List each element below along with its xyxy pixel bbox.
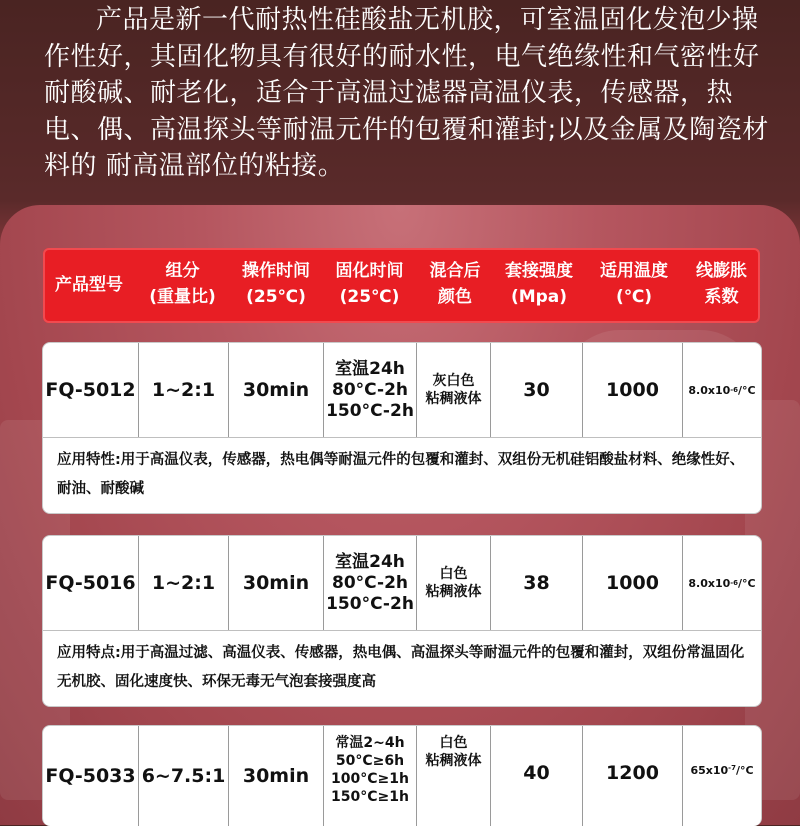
application-description: 应用特性:用于高温仪表，传感器，热电偶等耐温元件的包覆和灌封、双组份无机硅铝酸盐材料、绝缘性好、耐油、耐酸碱 <box>57 452 745 497</box>
color-cell: 白色 粘稠液体 <box>417 536 491 630</box>
model-cell: FQ-5012 <box>43 343 139 437</box>
strength-cell: 38 <box>491 536 583 630</box>
table-row <box>43 343 761 438</box>
expansion-cell: 8.0x10 -6 /°C <box>688 576 756 590</box>
strength-cell: 40 <box>491 726 583 826</box>
product-block-fq5012 <box>42 342 762 514</box>
header-strength: 套接强度 (Mpa) <box>505 261 573 307</box>
operation-time-cell: 30min <box>229 536 324 630</box>
header-temperature: 适用温度 (℃) <box>600 261 668 307</box>
color-cell: 灰白色 粘稠液体 <box>417 343 491 437</box>
header-color: 混合后 颜色 <box>429 261 481 307</box>
product-block-fq5016 <box>42 535 762 707</box>
operation-time-cell: 30min <box>229 343 324 437</box>
ratio-cell: 1~2:1 <box>139 343 229 437</box>
model-cell: FQ-5033 <box>43 726 139 826</box>
intro-paragraph <box>44 2 774 185</box>
header-expansion: 线膨胀 系数 <box>696 261 747 307</box>
strength-cell: 30 <box>491 343 583 437</box>
operation-time-cell: 30min <box>229 726 324 826</box>
cure-time-cell: 常温2~4h 50°C≥6h 100°C≥1h 150°C≥1h <box>324 726 417 826</box>
expansion-cell: 65x10 $^{-7}$ /°C <box>690 764 754 777</box>
cure-time-cell: 室温24h 80°C-2h 150°C-2h <box>324 536 417 630</box>
color-cell: 白色 粘稠液体 <box>417 726 491 826</box>
header-operation-time: 操作时间 (25℃) <box>242 261 310 307</box>
header-ratio: 组分 (重量比) <box>149 261 216 307</box>
cure-time-cell: 室温24h 80°C-2h 150°C-2h <box>324 343 417 437</box>
expansion-cell: 8.0x10 -6 /°C <box>688 383 756 397</box>
model-cell: FQ-5016 <box>43 536 139 630</box>
intro-text: 产品是新一代耐热性硅酸盐无机胶，可室温固化发泡少操作性好，其固化物具有很好的耐水性，电气绝缘性和气密性好 耐酸碱、耐老化，适合于高温过滤器高温仪表，传感器，热电、偶、高温探头等耐温元件的包覆和灌封;以及金属及陶瓷材料的 耐高温部位的粘接。 <box>44 5 769 181</box>
application-description: 应用特点:用于高温过滤、高温仪表、传感器，热电偶、高温探头等耐温元件的包覆和灌封，双组份常温固化无机胶、固化速度快、环保无毒无气泡套接强度高 <box>57 645 745 690</box>
product-block-fq5033 <box>42 725 762 826</box>
temperature-cell: 1200 <box>583 726 683 826</box>
ratio-cell: 6~7.5:1 <box>139 726 229 826</box>
table-row <box>43 726 761 826</box>
ratio-cell: 1~2:1 <box>139 536 229 630</box>
temperature-cell: 1000 <box>583 536 683 630</box>
table-row <box>43 536 761 631</box>
temperature-cell: 1000 <box>583 343 683 437</box>
table-header <box>43 248 760 323</box>
header-cure-time: 固化时间 (25℃) <box>335 261 404 307</box>
header-model: 产品型号 <box>55 275 123 295</box>
